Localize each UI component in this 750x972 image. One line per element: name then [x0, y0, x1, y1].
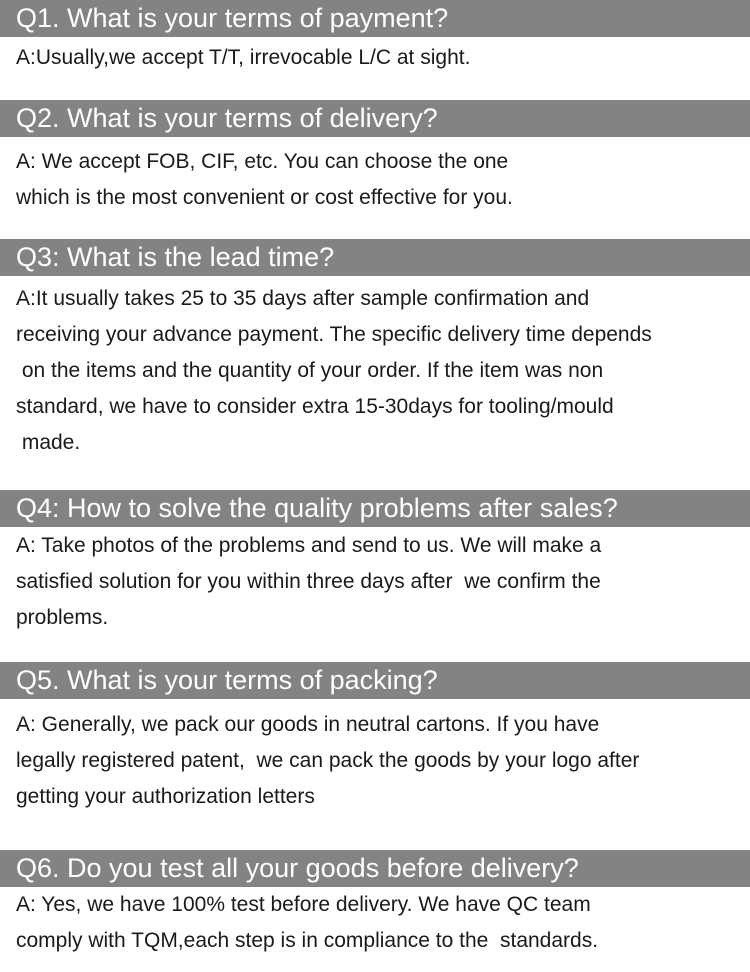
- faq-question-4: Q4: How to solve the quality problems after sales?: [0, 490, 750, 527]
- faq-answer-4: [16, 528, 748, 636]
- faq-answer-1: [16, 40, 748, 76]
- faq-answer-2: [16, 144, 748, 216]
- answer-line: getting your authorization letters: [16, 785, 315, 808]
- faq-question-2: Q2. What is your terms of delivery?: [0, 100, 750, 137]
- answer-line: A: Take photos of the problems and send to us. We will make a: [16, 534, 602, 557]
- faq-answer-6: [16, 887, 748, 959]
- answer-line: A: Generally, we pack our goods in neutral cartons. If you have: [16, 713, 600, 736]
- answer-line: satisfied solution for you within three days after we confirm the: [16, 570, 601, 593]
- answer-line: A: Yes, we have 100% test before delivery. We have QC team: [16, 893, 591, 916]
- answer-line: which is the most convenient or cost effective for you.: [16, 186, 513, 209]
- answer-line: legally registered patent, we can pack the goods by your logo after: [16, 749, 640, 772]
- answer-line: problems.: [16, 606, 109, 629]
- answer-line: A:Usually,we accept T/T, irrevocable L/C at sight.: [16, 46, 471, 69]
- faq-answer-3: [16, 281, 748, 461]
- faq-question-5: Q5. What is your terms of packing?: [0, 662, 750, 699]
- answer-line: standard, we have to consider extra 15-30days for tooling/mould: [16, 395, 614, 418]
- answer-line: A:It usually takes 25 to 35 days after sample confirmation and: [16, 287, 590, 310]
- faq-question-3: Q3: What is the lead time?: [0, 239, 750, 276]
- answer-line: on the items and the quantity of your order. If the item was non: [16, 359, 604, 382]
- answer-line: receiving your advance payment. The specific delivery time depends: [16, 323, 652, 346]
- faq-question-6: Q6. Do you test all your goods before delivery?: [0, 850, 750, 887]
- faq-answer-5: [16, 707, 748, 815]
- faq-question-1: Q1. What is your terms of payment?: [0, 0, 750, 37]
- answer-line: comply with TQM,each step is in compliance to the standards.: [16, 929, 599, 952]
- answer-line: A: We accept FOB, CIF, etc. You can choose the one: [16, 150, 509, 173]
- answer-line: made.: [16, 431, 81, 454]
